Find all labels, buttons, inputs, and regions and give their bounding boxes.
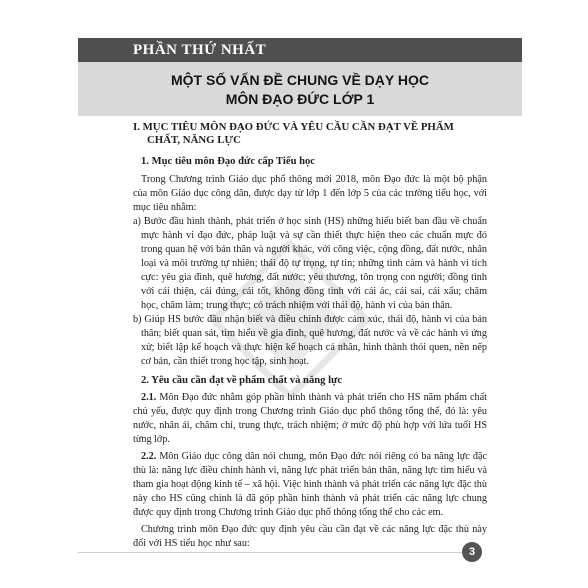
footer-rule [78, 552, 462, 553]
page-number: 3 [462, 542, 482, 562]
page-content [133, 121, 487, 551]
chapter-title-line1: MỘT SỐ VẤN ĐỀ CHUNG VỀ DẠY HỌC [171, 72, 429, 88]
objective-b: b) Giúp HS bước đầu nhận biết và điều chỉnh được cảm xúc, thái độ, hành vi của bản thân; biết quan sát, tìm hiểu về gia đình, quê hương, đất nước và về các hành vi ứng xử; biết lập kế hoạch và thực hiện kế hoạch cá nhân, hình thành thói quen, nền nếp cơ bản, cần thiết trong học tập, sinh hoạt. [133, 314, 487, 367]
paragraph-2-2 [133, 450, 487, 520]
section-heading: I. MỤC TIÊU MÔN ĐẠO ĐỨC VÀ YÊU CẦU CẦN ĐẠT VỀ PHẨM CHẤT, NĂNG LỰC [133, 121, 454, 146]
subsection-heading-1: 1. Mục tiêu môn Đạo đức cấp Tiểu học [141, 156, 316, 167]
chapter-title-box [78, 62, 522, 116]
part-header-bar [78, 38, 522, 62]
paragraph-2-2-text: Môn Giáo dục công dân nói chung, môn Đạo đức nói riêng có ba năng lực đặc thù là: năng lực điều chỉnh hành vi, năng lực phát triển bản thân, năng lực tìm hiểu và tham gia hoạt động kinh tế – xã hội. Việc hình thành và phát triển các năng lực đặc thù này cho HS cũng chính là đã góp phần hình thành và phát triển các năng lực chung được quy định trong Chương trình Giáo dục phổ thông tổng thể cho các em. [133, 451, 487, 518]
paragraph-2-1-number: 2.1. [141, 392, 157, 403]
subsection-heading-2: 2. Yêu cầu cần đạt về phẩm chất và năng lực [141, 375, 343, 386]
objective-a: a) Bước đầu hình thành, phát triển ở học sinh (HS) những hiểu biết ban đầu về chuẩn mực hành vi đạo đức, pháp luật và sự cần thiết thực hiện theo các chuẩn mực đó trong quan hệ với bản thân và người khác, với công việc, cộng đồng, đất nước, nhân loại và môi trường tự nhiên; thái độ tự trọng, tự tin; những tình cảm và hành vi tích cực: yêu gia đình, quê hương, đất nước; yêu thương, tôn trọng con người; đồng tình với cái thiện, cái đúng, cái tốt, không đồng tình với cái ác, cái sai, cái xấu; chăm học, chăm làm; trung thực; có trách nhiệm với thái độ, hành vi của bản thân. [133, 216, 487, 311]
intro-paragraph: Trong Chương trình Giáo dục phổ thông mới 2018, môn Đạo đức là một bộ phận của môn Giáo dục công dân, được dạy từ lớp 1 đến lớp 5 của các trường tiểu học, với mục tiêu nhằm: [133, 174, 487, 213]
paragraph-2-2-number: 2.2. [141, 451, 157, 462]
paragraph-2-1 [133, 391, 487, 447]
paragraph-2-1-text: Môn Đạo đức nhằm góp phần hình thành và phát triển cho HS năm phẩm chất chủ yếu, được quy định trong Chương trình Giáo dục phổ thông tổng thể, đó là: yêu nước, nhân ái, chăm chỉ, trung thực, trách nhiệm; ở mức độ phù hợp với lứa tuổi HS từng lớp. [133, 392, 487, 445]
closing-paragraph: Chương trình môn Đạo đức quy định yêu cầu cần đạt về các năng lực đặc thù này đối với HS tiểu học như sau: [133, 524, 487, 549]
part-label: PHẦN THỨ NHẤT [133, 41, 267, 58]
chapter-title-line2: MÔN ĐẠO ĐỨC LỚP 1 [225, 91, 375, 107]
